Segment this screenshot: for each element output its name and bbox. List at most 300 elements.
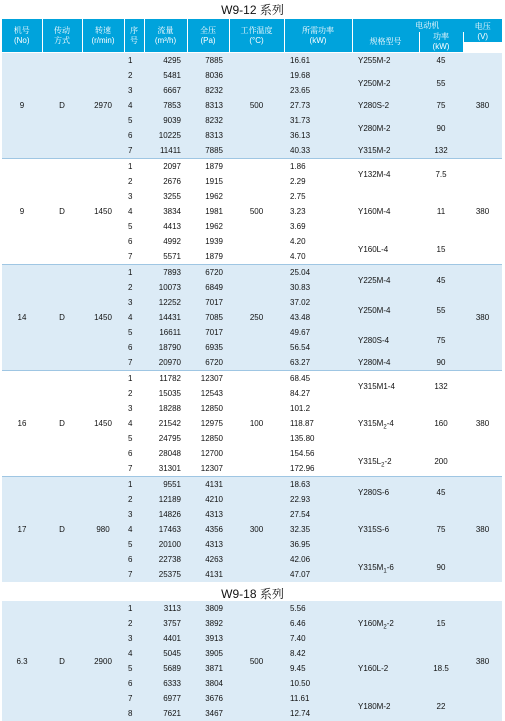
power-required-cell: 11.61 <box>284 691 352 706</box>
power-required-cell: 36.95 <box>284 537 352 552</box>
flow-cell: 4401 <box>144 631 187 646</box>
motor-model-cell <box>352 401 419 446</box>
header-voltage: 电压 (V) <box>463 22 502 42</box>
pressure-cell: 8313 <box>187 98 229 113</box>
power-required-cell: 37.02 <box>284 295 352 310</box>
flow-cell: 22738 <box>144 552 187 567</box>
flow-cell: 5689 <box>144 661 187 676</box>
motor-model: Y160M <box>358 619 384 628</box>
header-speed: 转速 (r/min) <box>82 19 124 52</box>
motor-power-cell: 90 <box>419 355 463 371</box>
pressure-cell: 4263 <box>187 552 229 567</box>
flow-cell: 5571 <box>144 249 187 265</box>
power-required-cell: 3.69 <box>284 219 352 234</box>
power-required-cell: 27.54 <box>284 507 352 522</box>
voltage-cell: 380 <box>463 371 502 477</box>
machine-no-cell: 16 <box>2 371 42 477</box>
power-required-cell: 63.27 <box>284 355 352 371</box>
power-required-cell: 22.93 <box>284 492 352 507</box>
pressure-cell: 1879 <box>187 249 229 265</box>
power-required-cell: 30.83 <box>284 280 352 295</box>
motor-model: Y250M-2 <box>358 78 391 88</box>
seq-cell: 6 <box>124 340 144 355</box>
table-row <box>2 601 502 616</box>
speed-cell: 1450 <box>82 371 124 477</box>
flow-cell: 5045 <box>144 646 187 661</box>
seq-cell: 7 <box>124 691 144 706</box>
motor-model-subscript: 1 <box>383 568 387 575</box>
flow-cell: 7893 <box>144 265 187 281</box>
seq-cell: 5 <box>124 325 144 340</box>
seq-cell: 2 <box>124 174 144 189</box>
seq-cell: 3 <box>124 189 144 204</box>
motor-model-cell <box>352 143 419 159</box>
motor-model-suffix: -4 <box>386 419 394 428</box>
power-required-cell: 7.40 <box>284 631 352 646</box>
motor-power-cell: 75 <box>419 325 463 355</box>
pressure-cell: 3913 <box>187 631 229 646</box>
power-required-cell: 4.20 <box>284 234 352 249</box>
pressure-cell: 7885 <box>187 143 229 159</box>
machine-no-cell: 9 <box>2 159 42 265</box>
motor-model-cell <box>352 371 419 402</box>
temp-cell: 500 <box>229 159 284 265</box>
pressure-cell: 4131 <box>187 567 229 582</box>
power-required-cell: 31.73 <box>284 113 352 128</box>
series-title-w9-18: W9-18 系列 <box>221 587 284 601</box>
seq-cell: 3 <box>124 401 144 416</box>
seq-cell: 4 <box>124 204 144 219</box>
motor-power-cell: 75 <box>419 507 463 552</box>
pressure-cell: 12307 <box>187 371 229 387</box>
power-required-cell: 135.80 <box>284 431 352 446</box>
power-required-cell: 12.74 <box>284 706 352 721</box>
flow-cell: 14431 <box>144 310 187 325</box>
seq-cell: 3 <box>124 295 144 310</box>
power-required-cell: 84.27 <box>284 386 352 401</box>
motor-power-cell: 18.5 <box>419 646 463 691</box>
flow-cell: 9551 <box>144 477 187 493</box>
seq-cell: 3 <box>124 631 144 646</box>
pressure-cell: 8036 <box>187 68 229 83</box>
pressure-cell: 3905 <box>187 646 229 661</box>
motor-power-cell: 7.5 <box>419 159 463 190</box>
power-required-cell: 25.04 <box>284 265 352 281</box>
power-required-cell: 2.29 <box>284 174 352 189</box>
motor-power-cell: 45 <box>419 53 463 68</box>
seq-cell: 5 <box>124 219 144 234</box>
motor-model: Y315S-6 <box>358 525 390 534</box>
pressure-cell: 3676 <box>187 691 229 706</box>
table-row <box>2 371 502 387</box>
power-required-cell: 101.2 <box>284 401 352 416</box>
pressure-cell: 12700 <box>187 446 229 461</box>
power-required-cell: 9.45 <box>284 661 352 676</box>
power-required-cell: 36.13 <box>284 128 352 143</box>
header-temp: 工作温度 (°C) <box>229 19 284 52</box>
power-required-cell: 3.23 <box>284 204 352 219</box>
pressure-cell: 6935 <box>187 340 229 355</box>
motor-model-cell <box>352 68 419 98</box>
power-required-cell: 56.54 <box>284 340 352 355</box>
seq-cell: 7 <box>124 461 144 477</box>
speed-cell: 2970 <box>82 53 124 159</box>
voltage-cell: 380 <box>463 601 502 721</box>
flow-cell: 6667 <box>144 83 187 98</box>
machine-no-cell: 9 <box>2 53 42 159</box>
flow-cell: 21542 <box>144 416 187 431</box>
spec-table-w9-12 <box>2 53 502 582</box>
motor-model-cell <box>352 601 419 646</box>
seq-cell: 4 <box>124 98 144 113</box>
seq-cell: 2 <box>124 616 144 631</box>
seq-cell: 5 <box>124 661 144 676</box>
voltage-cell: 380 <box>463 477 502 583</box>
motor-model-cell <box>352 552 419 582</box>
pressure-cell: 3892 <box>187 616 229 631</box>
motor-model-cell <box>352 325 419 355</box>
table-row <box>2 477 502 493</box>
power-required-cell: 172.96 <box>284 461 352 477</box>
motor-power-cell: 55 <box>419 68 463 98</box>
motor-power-cell: 90 <box>419 113 463 143</box>
speed-cell: 980 <box>82 477 124 583</box>
seq-cell: 1 <box>124 265 144 281</box>
power-required-cell: 19.68 <box>284 68 352 83</box>
motor-model-cell <box>352 159 419 190</box>
power-required-cell: 10.50 <box>284 676 352 691</box>
motor-model-suffix: -6 <box>386 562 394 572</box>
fan-group <box>2 159 502 265</box>
voltage-cell: 380 <box>463 159 502 265</box>
machine-no-cell: 14 <box>2 265 42 371</box>
flow-cell: 20970 <box>144 355 187 371</box>
motor-model-suffix: -2 <box>386 619 394 628</box>
flow-cell: 3757 <box>144 616 187 631</box>
motor-power-cell: 11 <box>419 189 463 234</box>
drive-cell: D <box>42 477 82 583</box>
motor-model: Y280M-4 <box>358 358 391 367</box>
motor-model-cell <box>352 189 419 234</box>
header-motor-power: 功率 (kW) <box>419 32 463 52</box>
table-row <box>2 159 502 175</box>
pressure-cell: 12307 <box>187 461 229 477</box>
flow-cell: 18790 <box>144 340 187 355</box>
flow-cell: 17463 <box>144 522 187 537</box>
seq-cell: 4 <box>124 646 144 661</box>
motor-power-cell: 90 <box>419 552 463 582</box>
header-motor: 电动机 <box>352 19 502 32</box>
voltage-cell: 380 <box>463 265 502 371</box>
drive-cell: D <box>42 53 82 159</box>
drive-cell: D <box>42 159 82 265</box>
pressure-cell: 1981 <box>187 204 229 219</box>
fan-group <box>2 371 502 477</box>
motor-power-cell: 200 <box>419 446 463 477</box>
motor-model-suffix: -2 <box>384 456 392 466</box>
motor-model-cell <box>352 234 419 265</box>
motor-power-cell: 55 <box>419 295 463 325</box>
seq-cell: 1 <box>124 477 144 493</box>
seq-cell: 6 <box>124 234 144 249</box>
flow-cell: 6333 <box>144 676 187 691</box>
speed-cell: 1450 <box>82 159 124 265</box>
power-required-cell: 5.56 <box>284 601 352 616</box>
motor-model-cell <box>352 355 419 371</box>
speed-cell: 1450 <box>82 265 124 371</box>
motor-model-subscript: 2 <box>383 624 387 631</box>
power-required-cell: 2.75 <box>284 189 352 204</box>
motor-model: Y280S-2 <box>358 101 390 110</box>
seq-cell: 1 <box>124 159 144 175</box>
temp-cell: 500 <box>229 601 284 721</box>
seq-cell: 2 <box>124 386 144 401</box>
flow-cell: 15035 <box>144 386 187 401</box>
flow-cell: 10225 <box>144 128 187 143</box>
pressure-cell: 7885 <box>187 53 229 68</box>
spec-table-w9-18 <box>2 601 502 721</box>
flow-cell: 4413 <box>144 219 187 234</box>
flow-cell: 18288 <box>144 401 187 416</box>
flow-cell: 25375 <box>144 567 187 582</box>
pressure-cell: 12850 <box>187 401 229 416</box>
motor-model: Y180M-2 <box>358 701 391 711</box>
motor-model: Y280S-6 <box>358 487 390 497</box>
pressure-cell: 6720 <box>187 265 229 281</box>
pressure-cell: 3467 <box>187 706 229 721</box>
motor-model-cell <box>352 295 419 325</box>
motor-model-cell <box>352 646 419 691</box>
machine-no-cell: 17 <box>2 477 42 583</box>
seq-cell: 7 <box>124 143 144 159</box>
pressure-cell: 7085 <box>187 310 229 325</box>
motor-model: Y315M <box>358 562 384 572</box>
pressure-cell: 1962 <box>187 219 229 234</box>
pressure-cell: 6720 <box>187 355 229 371</box>
pressure-cell: 4356 <box>187 522 229 537</box>
motor-model-cell <box>352 113 419 143</box>
seq-cell: 3 <box>124 83 144 98</box>
machine-no-cell: 6.3 <box>2 601 42 721</box>
motor-model-cell <box>352 98 419 113</box>
seq-cell: 3 <box>124 507 144 522</box>
power-required-cell: 27.73 <box>284 98 352 113</box>
power-required-cell: 154.56 <box>284 446 352 461</box>
motor-power-cell: 15 <box>419 234 463 265</box>
motor-model: Y225M-4 <box>358 275 391 285</box>
header-machine-no: 机号 (No) <box>2 19 42 52</box>
motor-model: Y255M-2 <box>358 56 391 65</box>
seq-cell: 7 <box>124 355 144 371</box>
flow-cell: 4992 <box>144 234 187 249</box>
power-required-cell: 18.63 <box>284 477 352 493</box>
power-required-cell: 8.42 <box>284 646 352 661</box>
flow-cell: 12189 <box>144 492 187 507</box>
pressure-cell: 4313 <box>187 537 229 552</box>
motor-power-cell: 75 <box>419 98 463 113</box>
power-required-cell: 6.46 <box>284 616 352 631</box>
pressure-cell: 4313 <box>187 507 229 522</box>
pressure-cell: 1915 <box>187 174 229 189</box>
seq-cell: 2 <box>124 492 144 507</box>
motor-model: Y160L-4 <box>358 244 389 254</box>
header-seq: 序 号 <box>124 19 144 52</box>
motor-power-cell: 45 <box>419 265 463 296</box>
temp-cell: 300 <box>229 477 284 583</box>
pressure-cell: 1939 <box>187 234 229 249</box>
temp-cell: 250 <box>229 265 284 371</box>
motor-power-cell: 22 <box>419 691 463 721</box>
header-pressure: 全压 (Pa) <box>187 19 229 52</box>
header-model: 规格型号 <box>352 32 419 52</box>
flow-cell: 4295 <box>144 53 187 68</box>
fan-group <box>2 601 502 721</box>
pressure-cell: 4131 <box>187 477 229 493</box>
pressure-cell: 1879 <box>187 159 229 175</box>
power-required-cell: 4.70 <box>284 249 352 265</box>
speed-cell: 2900 <box>82 601 124 721</box>
drive-cell: D <box>42 265 82 371</box>
header-power-required: 所需功率 (kW) <box>284 19 352 52</box>
motor-model-subscript: 2 <box>383 424 387 431</box>
seq-cell: 6 <box>124 552 144 567</box>
motor-model: Y160M-4 <box>358 207 391 216</box>
motor-power-cell: 45 <box>419 477 463 508</box>
pressure-cell: 12850 <box>187 431 229 446</box>
motor-model: Y280M-2 <box>358 123 391 133</box>
seq-cell: 5 <box>124 537 144 552</box>
power-required-cell: 47.07 <box>284 567 352 582</box>
flow-cell: 20100 <box>144 537 187 552</box>
power-required-cell: 16.61 <box>284 53 352 68</box>
seq-cell: 1 <box>124 601 144 616</box>
flow-cell: 10073 <box>144 280 187 295</box>
flow-cell: 28048 <box>144 446 187 461</box>
seq-cell: 2 <box>124 280 144 295</box>
power-required-cell: 68.45 <box>284 371 352 387</box>
flow-cell: 3834 <box>144 204 187 219</box>
motor-model-cell <box>352 507 419 552</box>
table-row <box>2 265 502 281</box>
motor-model: Y315L <box>358 456 382 466</box>
pressure-cell: 3809 <box>187 601 229 616</box>
power-required-cell: 1.86 <box>284 159 352 175</box>
motor-model: Y160L-2 <box>358 664 389 673</box>
motor-model: Y315M-2 <box>358 146 391 155</box>
fan-group <box>2 477 502 583</box>
flow-cell: 9039 <box>144 113 187 128</box>
pressure-cell: 7017 <box>187 295 229 310</box>
motor-power-cell: 160 <box>419 401 463 446</box>
flow-cell: 31301 <box>144 461 187 477</box>
drive-cell: D <box>42 371 82 477</box>
pressure-cell: 4210 <box>187 492 229 507</box>
pressure-cell: 3804 <box>187 676 229 691</box>
flow-cell: 24795 <box>144 431 187 446</box>
power-required-cell: 32.35 <box>284 522 352 537</box>
fan-group <box>2 265 502 371</box>
series-title-w9-12: W9-12 系列 <box>221 3 284 17</box>
drive-cell: D <box>42 601 82 721</box>
motor-model-cell <box>352 53 419 68</box>
motor-model-subscript: 2 <box>381 462 385 469</box>
seq-cell: 7 <box>124 567 144 582</box>
motor-model-cell <box>352 446 419 477</box>
flow-cell: 11782 <box>144 371 187 387</box>
flow-cell: 12252 <box>144 295 187 310</box>
fan-group <box>2 53 502 159</box>
flow-cell: 16611 <box>144 325 187 340</box>
seq-cell: 4 <box>124 522 144 537</box>
motor-model: Y132M-4 <box>358 169 391 179</box>
seq-cell: 5 <box>124 113 144 128</box>
seq-cell: 6 <box>124 676 144 691</box>
power-required-cell: 42.06 <box>284 552 352 567</box>
seq-cell: 4 <box>124 416 144 431</box>
flow-cell: 3113 <box>144 601 187 616</box>
flow-cell: 7621 <box>144 706 187 721</box>
pressure-cell: 8232 <box>187 83 229 98</box>
flow-cell: 6977 <box>144 691 187 706</box>
seq-cell: 5 <box>124 431 144 446</box>
motor-power-cell: 132 <box>419 371 463 402</box>
header-drive: 传动 方式 <box>42 19 82 52</box>
temp-cell: 100 <box>229 371 284 477</box>
motor-power-cell: 132 <box>419 143 463 159</box>
motor-power-cell: 15 <box>419 601 463 646</box>
seq-cell: 1 <box>124 371 144 387</box>
seq-cell: 8 <box>124 706 144 721</box>
pressure-cell: 12975 <box>187 416 229 431</box>
seq-cell: 1 <box>124 53 144 68</box>
motor-model: Y315M <box>358 419 384 428</box>
seq-cell: 6 <box>124 446 144 461</box>
power-required-cell: 43.48 <box>284 310 352 325</box>
flow-cell: 2676 <box>144 174 187 189</box>
pressure-cell: 7017 <box>187 325 229 340</box>
temp-cell: 500 <box>229 53 284 159</box>
motor-model: Y280S-4 <box>358 335 390 345</box>
seq-cell: 6 <box>124 128 144 143</box>
motor-model-cell <box>352 265 419 296</box>
spec-table-header <box>2 19 502 52</box>
flow-cell: 3255 <box>144 189 187 204</box>
motor-model-cell <box>352 477 419 508</box>
power-required-cell: 118.87 <box>284 416 352 431</box>
seq-cell: 2 <box>124 68 144 83</box>
pressure-cell: 1962 <box>187 189 229 204</box>
pressure-cell: 3871 <box>187 661 229 676</box>
motor-model: Y250M-4 <box>358 305 391 315</box>
flow-cell: 7853 <box>144 98 187 113</box>
pressure-cell: 6849 <box>187 280 229 295</box>
voltage-cell: 380 <box>463 53 502 159</box>
power-required-cell: 40.33 <box>284 143 352 159</box>
motor-model: Y315M1-4 <box>358 381 395 391</box>
seq-cell: 4 <box>124 310 144 325</box>
power-required-cell: 49.67 <box>284 325 352 340</box>
flow-cell: 14826 <box>144 507 187 522</box>
seq-cell: 7 <box>124 249 144 265</box>
pressure-cell: 8232 <box>187 113 229 128</box>
flow-cell: 11411 <box>144 143 187 159</box>
flow-cell: 2097 <box>144 159 187 175</box>
table-row <box>2 53 502 68</box>
flow-cell: 5481 <box>144 68 187 83</box>
pressure-cell: 8313 <box>187 128 229 143</box>
power-required-cell: 23.65 <box>284 83 352 98</box>
header-flow: 流量 (m³/h) <box>144 19 187 52</box>
